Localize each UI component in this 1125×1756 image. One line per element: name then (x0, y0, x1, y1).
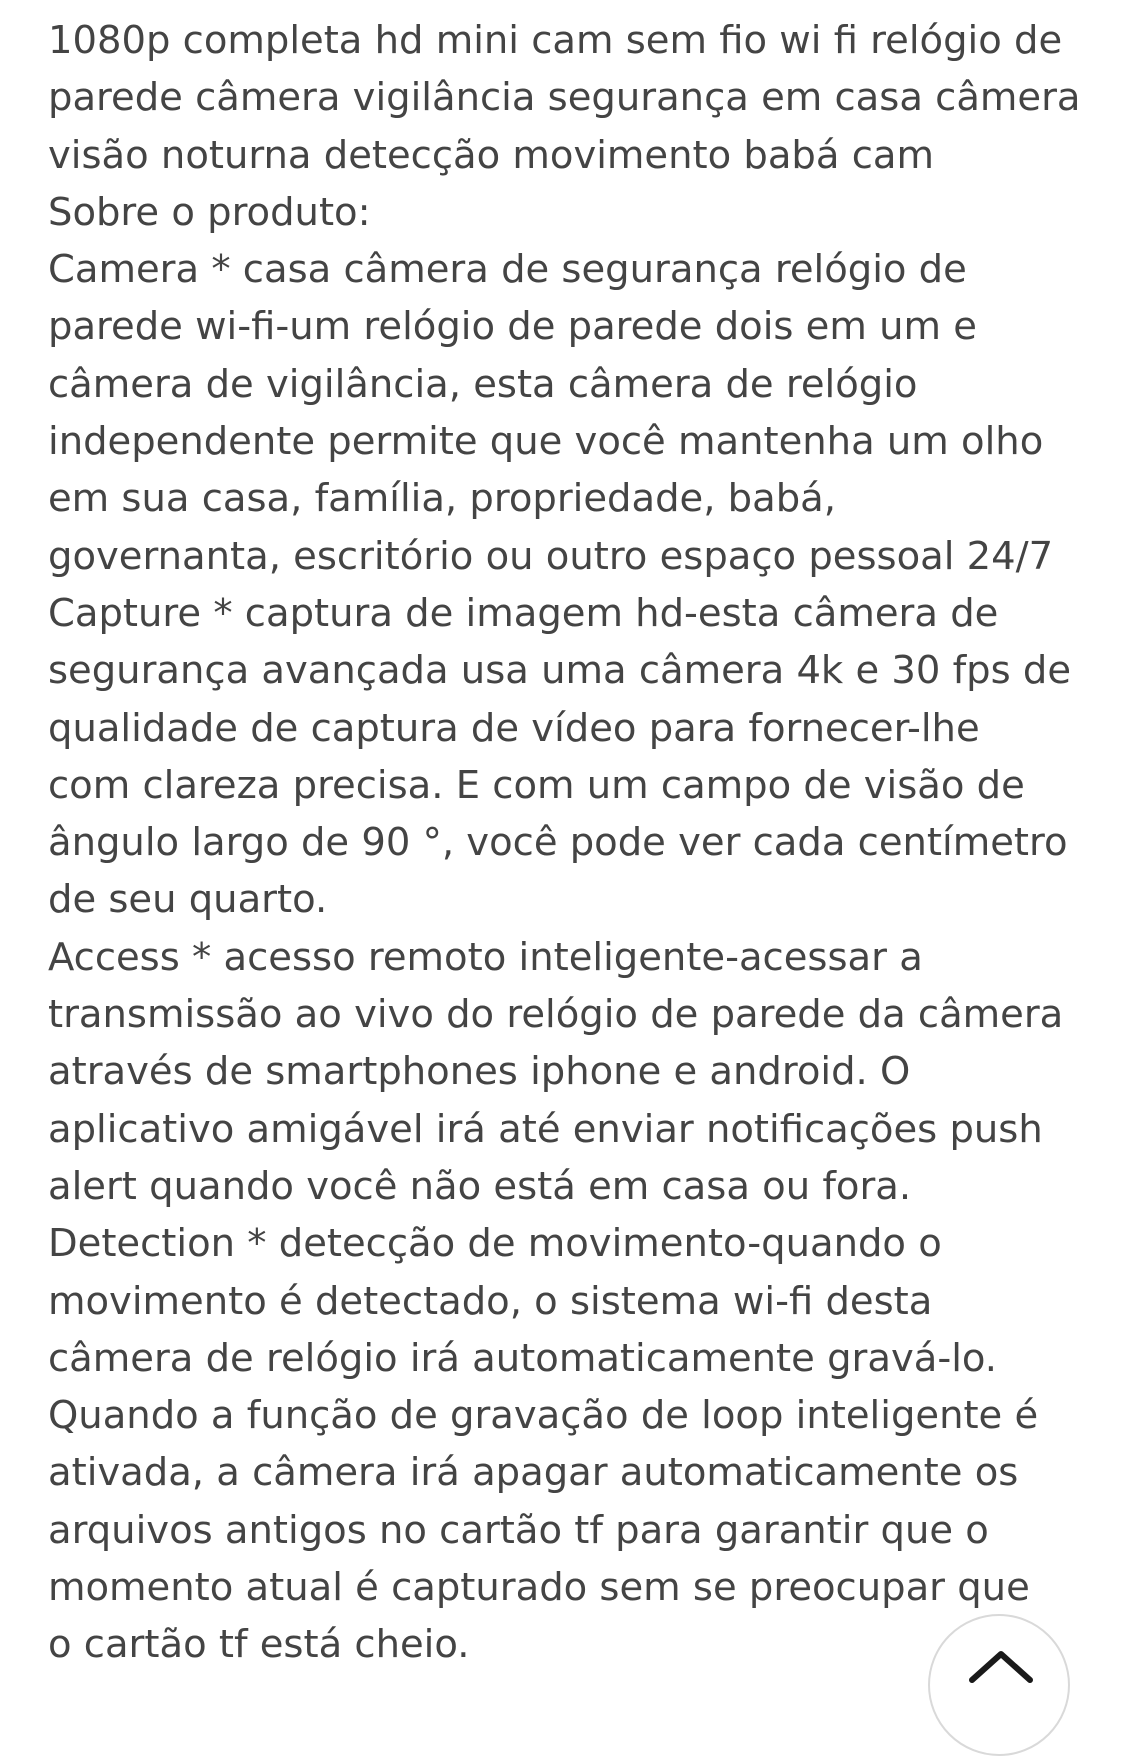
description-line: câmera de vigilância, esta câmera de relógio (48, 361, 918, 407)
description-line: governanta, escritório ou outro espaço pessoal 24/7 (48, 533, 1054, 579)
description-line: de seu quarto. (48, 877, 328, 923)
description-line: parede câmera vigilância segurança em casa câmera (48, 75, 1081, 121)
description-line: Access * acesso remoto inteligente-acessar a (48, 934, 923, 980)
description-line: 1080p completa hd mini cam sem fio wi fi relógio de (48, 18, 1063, 63)
description-line: Quando a função de gravação de loop inteligente é (48, 1393, 1039, 1439)
description-line: com clareza precisa. E com um campo de visão de (48, 762, 1025, 808)
description-line: movimento é detectado, o sistema wi-fi desta (48, 1278, 933, 1324)
description-line: segurança avançada usa uma câmera 4k e 30 fps de (48, 648, 1072, 694)
description-line: em sua casa, família, propriedade, babá, (48, 476, 836, 522)
description-line: transmissão ao vivo do relógio de parede da câmera (48, 992, 1064, 1038)
description-line: ângulo largo de 90 °, você pode ver cada centímetro (48, 820, 1068, 866)
description-line: alert quando você não está em casa ou fora. (48, 1163, 912, 1209)
description-line: aplicativo amigável irá até enviar notificações push (48, 1106, 1043, 1152)
description-line: Capture * captura de imagem hd-esta câmera de (48, 590, 999, 636)
description-line: Detection * detecção de movimento-quando o (48, 1221, 942, 1267)
chevron-up-icon (966, 1646, 1036, 1686)
product-description (48, 12, 1088, 1674)
description-heading: Sobre o produto: (48, 189, 371, 235)
description-line: momento atual é capturado sem se preocupar que (48, 1565, 1030, 1611)
description-line: através de smartphones iphone e android. O (48, 1049, 911, 1095)
description-line: câmera de relógio irá automaticamente gravá-lo. (48, 1335, 998, 1381)
description-line: visão noturna detecção movimento babá cam (48, 132, 934, 178)
description-line: qualidade de captura de vídeo para fornecer-lhe (48, 705, 980, 751)
description-line: arquivos antigos no cartão tf para garantir que o (48, 1507, 989, 1553)
description-line: Camera * casa câmera de segurança relógio de (48, 247, 967, 293)
description-line: independente permite que você mantenha um olho (48, 419, 1044, 465)
description-line: parede wi-fi-um relógio de parede dois em um e (48, 304, 977, 350)
scroll-to-top-button[interactable] (928, 1614, 1070, 1756)
description-line: ativada, a câmera irá apagar automaticamente os (48, 1450, 1019, 1496)
description-line: o cartão tf está cheio. (48, 1622, 470, 1668)
